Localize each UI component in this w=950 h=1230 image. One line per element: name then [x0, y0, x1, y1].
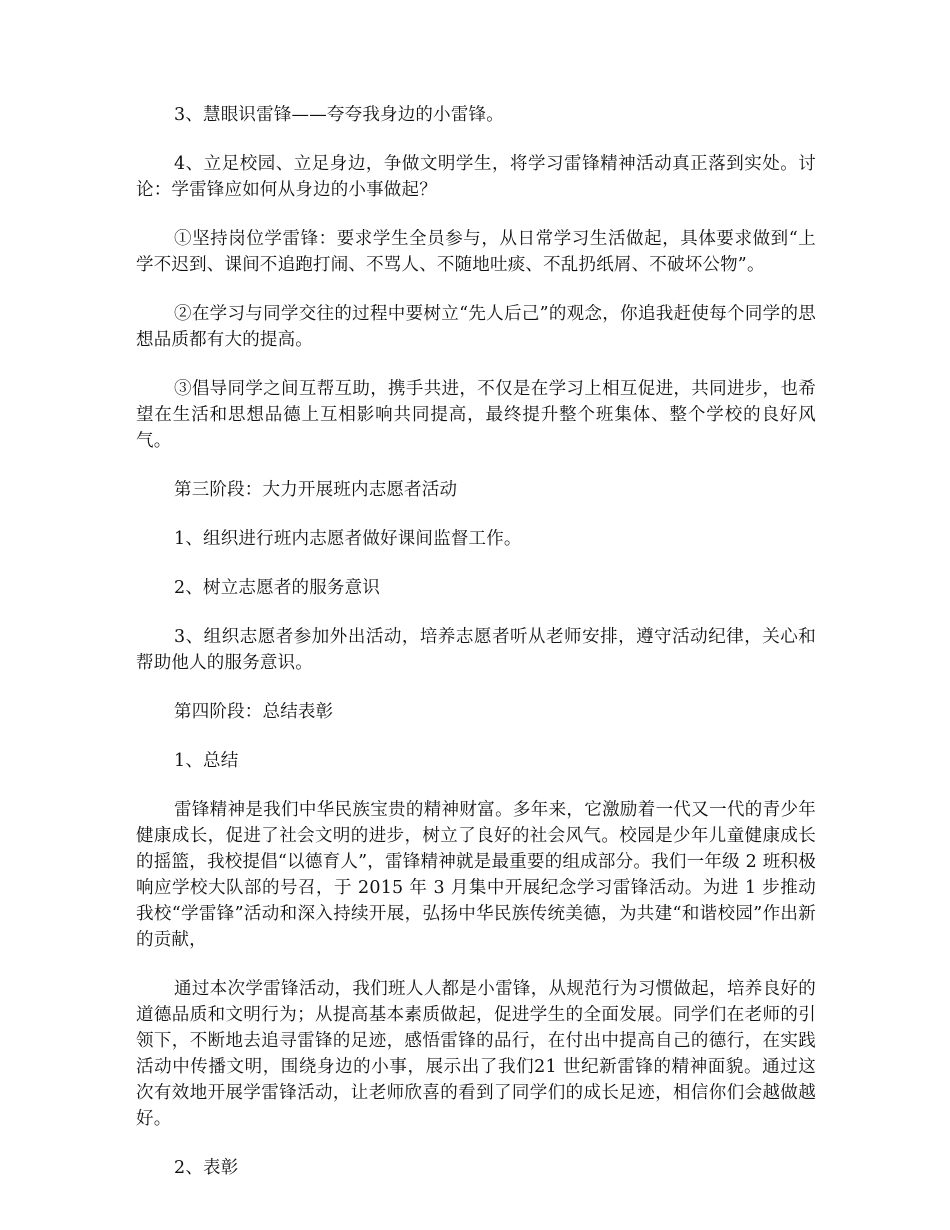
paragraph-item-3: 3、慧眼识雷锋——夸夸我身边的小雷锋。 — [174, 105, 504, 125]
document-body — [136, 102, 816, 1204]
paragraph-volunteer-awareness: 2、树立志愿者的服务意识 — [174, 578, 381, 598]
paragraph-others-first: ②在学习与同学交往的过程中要树立“先人后己”的观念，你追我赶使每个同学的思想品质都有大的提高。 — [136, 304, 816, 350]
paragraph-item-4: 4、立足校园、立足身边，争做文明学生，将学习雷锋精神活动真正落到实处。讨论：学雷锋应如何从身边的小事做起？ — [136, 154, 816, 200]
paragraph-summary-intro: 雷锋精神是我们中华民族宝贵的精神财富。多年来，它激励着一代又一代的青少年健康成长，促进了社会文明的进步，树立了良好的社会风气。校园是少年儿童健康成长的摇篮，我校提倡“以德育人”，雷锋精神就是最重要的组成部分。我们一年级 2 班积极响应学校大队部的号召，于 2015 年 3 月集中开展纪念学习雷锋活动。为进 1 步推动我校“学雷锋”活动和深入持续开展，弘扬中华民族传统美德，为共建“和谐校园”作出新的贡献， — [136, 800, 816, 950]
subheading-summary: 1、总结 — [174, 751, 239, 771]
paragraph-mutual-help: ③倡导同学之间互帮互助，携手共进，不仅是在学习上相互促进，共同进步，也希望在生活和思想品德上互相影响共同提高，最终提升整个班集体、整个学校的良好风气。 — [136, 379, 816, 451]
paragraph-volunteer-outing: 3、组织志愿者参加外出活动，培养志愿者听从老师安排，遵守活动纪律，关心和帮助他人的服务意识。 — [136, 627, 816, 673]
paragraph-volunteer-supervision: 1、组织进行班内志愿者做好课间监督工作。 — [174, 529, 522, 549]
subheading-commendation: 2、表彰 — [174, 1158, 239, 1178]
section-heading-stage-four: 第四阶段：总结表彰 — [174, 702, 334, 722]
section-heading-stage-three: 第三阶段：大力开展班内志愿者活动 — [174, 480, 458, 500]
paragraph-post-duty: ①坚持岗位学雷锋：要求学生全员参与，从日常学习生活做起，具体要求做到“上学不迟到、课间不追跑打闹、不骂人、不随地吐痰、不乱扔纸屑、不破坏公物”。 — [136, 229, 816, 275]
paragraph-summary-result: 通过本次学雷锋活动，我们班人人都是小雷锋，从规范行为习惯做起，培养良好的道德品质和文明行为；从提高基本素质做起，促进学生的全面发展。同学们在老师的引领下，不断地去追寻雷锋的足迹，感悟雷锋的品行，在付出中提高自己的德行，在实践活动中传播文明，围绕身边的小事，展示出了我们21 世纪新雷锋的精神面貌。通过这次有效地开展学雷锋活动，让老师欣喜的看到了同学们的成长足迹，相信你们会越做越好。 — [136, 979, 816, 1129]
